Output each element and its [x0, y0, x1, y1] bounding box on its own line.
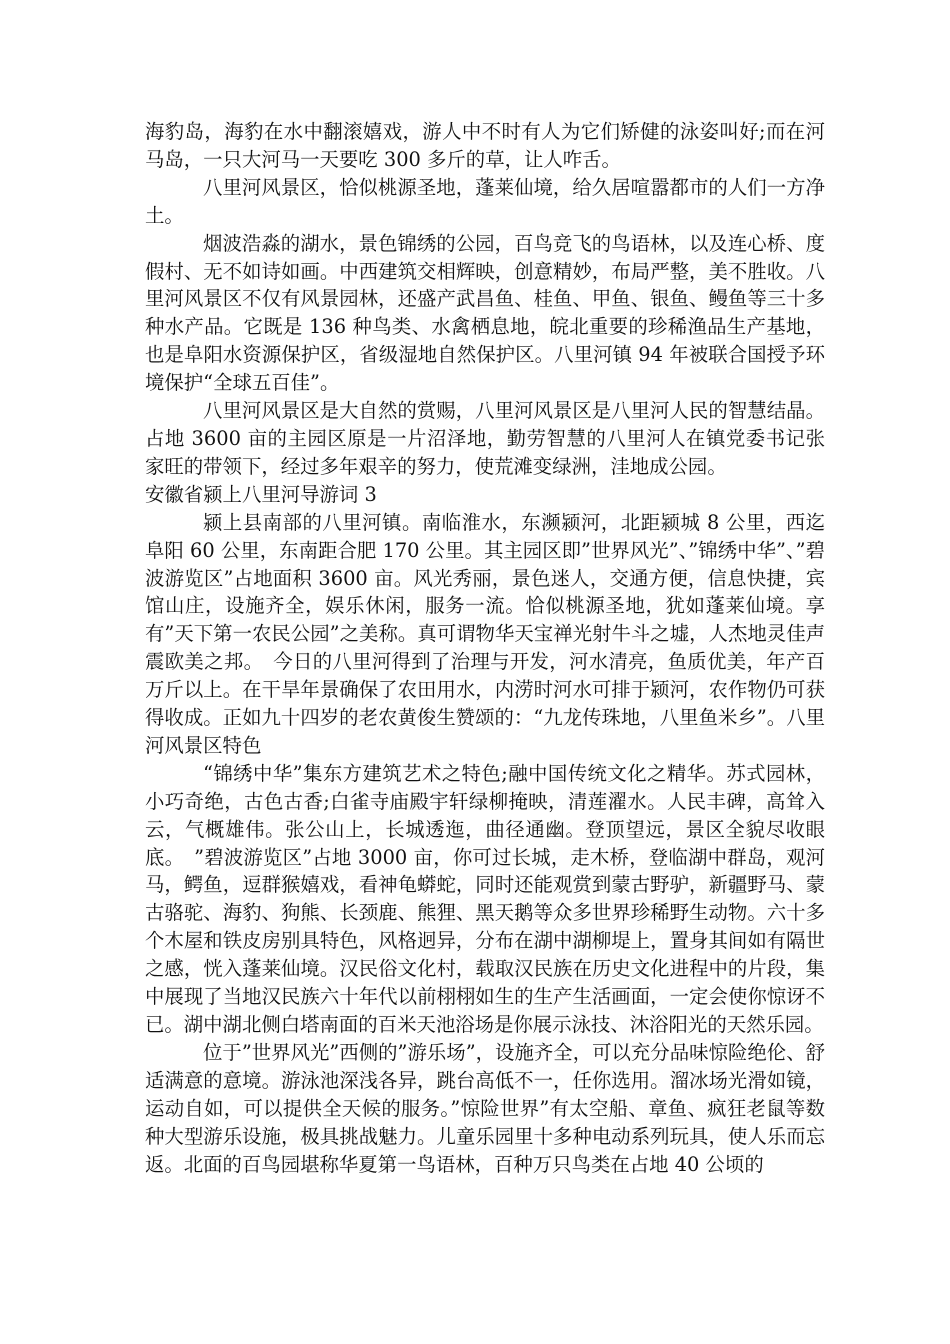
- paragraph-6: “锦绣中华”集东方建筑艺术之特色;融中国传统文化之精华。苏式园林，小巧奇绝，古色古香;白雀寺庙殿宇轩绿柳掩映，清莲濯水。人民丰碑，高耸入云，气概雄伟。张公山上，长城透迤，曲径通幽。登顶望远，景区全貌尽收眼底。 ”碧波游览区”占地 3000 亩，你可过长城，走木桥，登临湖中群岛，观河马，鳄鱼，逗群猴嬉戏，看神龟蟒蛇，同时还能观赏到蒙古野驴，新疆野马、蒙古骆驼、海豹、狗熊、长颈鹿、熊狸、黑天鹅等众多世界珍稀野生动物。六十多个木屋和铁皮房别具特色，风格迥异，分布在湖中湖柳堤上，置身其间如有隔世之感，恍入蓬莱仙境。汉民俗文化村，载取汉民族在历史文化进程中的片段，集中展现了当地汉民族六十年代以前栩栩如生的生产生活画面，一定会使你惊讶不已。湖中湖北侧白塔南面的百米天池浴场是你展示泳技、沐浴阳光的天然乐园。: [145, 761, 825, 1036]
- paragraph-7: 位于”世界风光”西侧的”游乐场”，设施齐全，可以充分品味惊险绝伦、舒适满意的意境。游泳池深浅各异，跳台高低不一，任你选用。溜冰场光滑如镜，运动自如，可以提供全天候的服务。”惊险世界”有太空船、章鱼、疯狂老鼠等数种大型游乐设施，极具挑战魅力。儿童乐园里十多种电动系列玩具，使人乐而忘返。北面的百鸟园堪称华夏第一鸟语林，百种万只鸟类在占地 40 公顷的: [145, 1040, 825, 1176]
- paragraph-2: 八里河风景区，恰似桃源圣地，蓬莱仙境，给久居喧嚣都市的人们一方净土。: [145, 175, 825, 227]
- section-heading: 安徽省颍上八里河导游词 3: [145, 482, 377, 506]
- paragraph-5: 颍上县南部的八里河镇。南临淮水，东濒颍河，北距颍城 8 公里，西迄阜阳 60 公里，东南距合肥 170 公里。其主园区即”世界风光”、”锦绣中华”、”碧波游览区”占地面积 3600 亩。风光秀丽，景色迷人，交通方便，信息快捷，宾馆山庄，设施齐全，娱乐休闲，服务一流。恰似桃源圣地，犹如蓬莱仙境。享有”天下第一农民公园”之美称。真可谓物华天宝禅光射牛斗之墟，人杰地灵佳声震欧美之邦。 今日的八里河得到了治理与开发，河水清亮，鱼质优美，年产百万斤以上。在干旱年景确保了农田用水，内涝时河水可排于颍河，农作物仍可获得收成。正如九十四岁的老农黄俊生赞颂的：“九龙传珠地，八里鱼米乡”。八里河风景区特色: [145, 510, 825, 757]
- document-page: [145, 118, 825, 1178]
- paragraph-3: 烟波浩淼的湖水，景色锦绣的公园，百鸟竞飞的鸟语林，以及连心桥、度假村、无不如诗如画。中西建筑交相辉映，创意精妙，布局严整，美不胜收。八里河风景区不仅有风景园林，还盛产武昌鱼、桂鱼、甲鱼、银鱼、鳗鱼等三十多种水产品。它既是 136 种鸟类、水禽栖息地，皖北重要的珍稀渔品生产基地，也是阜阳水资源保护区，省级湿地自然保护区。八里河镇 94 年被联合国授予环境保护“全球五百佳”。: [145, 231, 825, 395]
- paragraph-4: 八里河风景区是大自然的赏赐，八里河风景区是八里河人民的智慧结晶。占地 3600 亩的主园区原是一片沼泽地，勤劳智慧的八里河人在镇党委书记张家旺的带领下，经过多年艰辛的努力，使荒滩变绿洲，洼地成公园。: [145, 399, 825, 478]
- paragraph-1: 海豹岛，海豹在水中翻滚嬉戏，游人中不时有人为它们矫健的泳姿叫好;而在河马岛，一只大河马一天要吃 300 多斤的草，让人咋舌。: [145, 120, 825, 171]
